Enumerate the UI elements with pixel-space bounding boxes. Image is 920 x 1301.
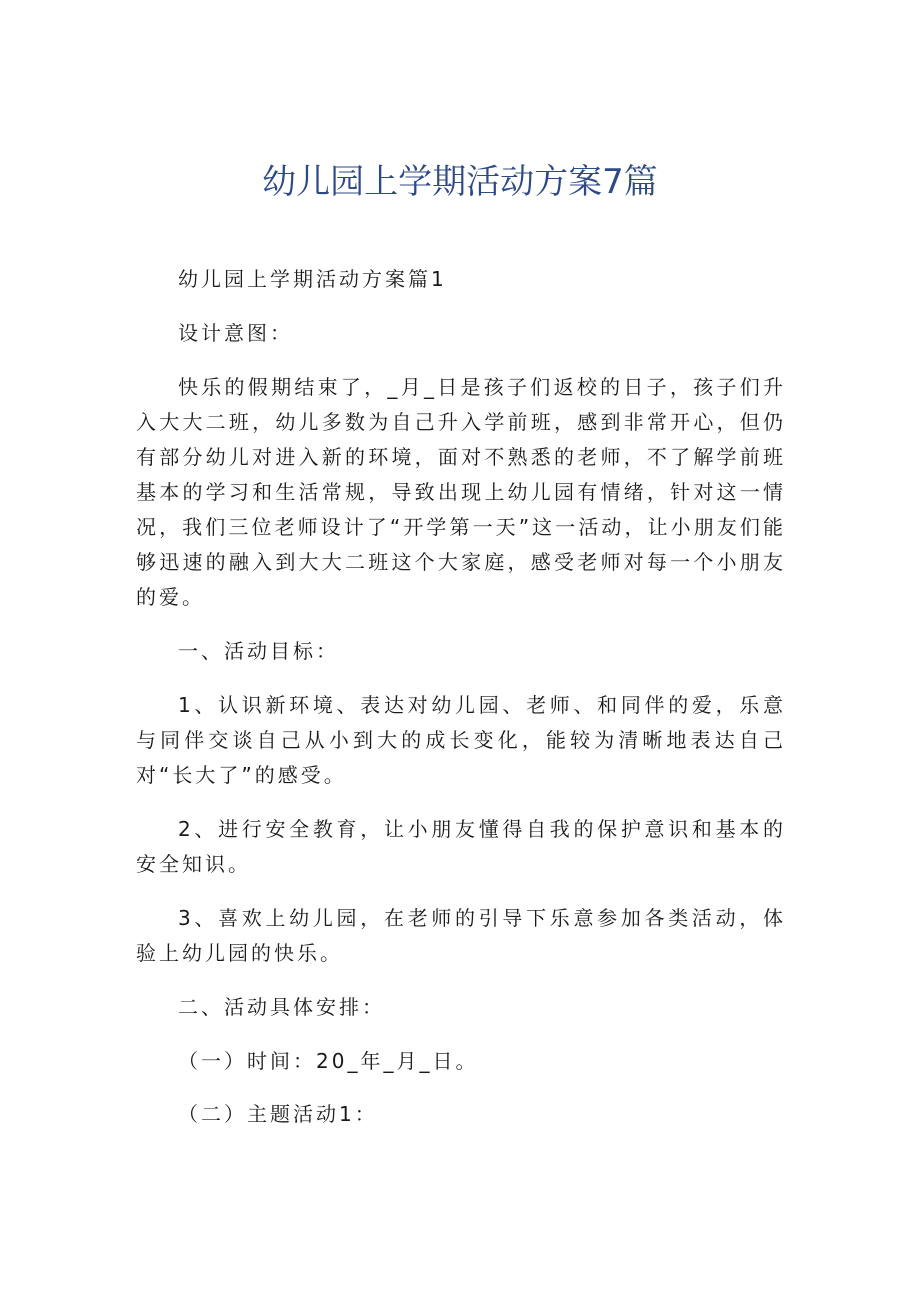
section-heading: 幼儿园上学期活动方案篇1 xyxy=(178,267,447,291)
document-title: 幼儿园上学期活动方案7篇 xyxy=(262,162,658,202)
paragraph: 1、认识新环境、表达对幼儿园、老师、和同伴的爱，乐意与同伴交谈自己从小到大的成长变化，能较为清晰地表达自己对“长大了”的感受。 xyxy=(136,693,786,787)
document-body xyxy=(136,262,786,1150)
paragraph: 3、喜欢上幼儿园，在老师的引导下乐意参加各类活动，体验上幼儿园的快乐。 xyxy=(136,906,786,965)
paragraph: 快乐的假期结束了，_月_日是孩子们返校的日子，孩子们升入大大二班，幼儿多数为自己升入学前班，感到非常开心，但仍有部分幼儿对进入新的环境，面对不熟悉的老师，不了解学前班基本的学习和生活常规，导致出现上幼儿园有情绪，针对这一情况，我们三位老师设计了“开学第一天”这一活动，让小朋友们能够迅速的融入到大大二班这个大家庭，感受老师对每一个小朋友的爱。 xyxy=(136,375,786,609)
paragraph: （二）主题活动1： xyxy=(178,1102,378,1126)
paragraph: 二、活动具体安排： xyxy=(178,995,385,1019)
paragraph: （一）时间：20_年_月_日。 xyxy=(178,1049,479,1073)
paragraph: 2、进行安全教育，让小朋友懂得自我的保护意识和基本的安全知识。 xyxy=(136,817,786,876)
paragraph: 一、活动目标： xyxy=(178,639,339,663)
paragraph: 设计意图： xyxy=(178,321,293,345)
